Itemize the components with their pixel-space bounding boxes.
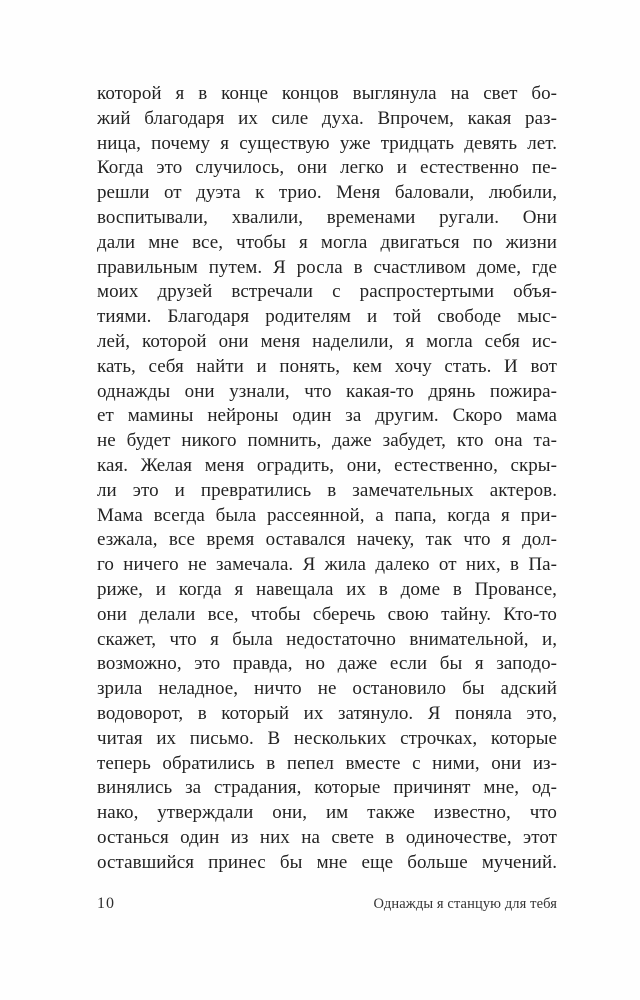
text-line: кая. Желая меня оградить, они, естественно, скры-: [97, 454, 557, 476]
running-title: Однажды я станцую для тебя: [373, 896, 557, 912]
text-line: теперь обратились в пепел вместе с ними, они из-: [97, 752, 557, 774]
text-line: возможно, это правда, но даже если бы я заподо-: [97, 653, 557, 675]
text-line: читая их письмо. В нескольких строчках, которые: [97, 727, 557, 749]
text-line: моих друзей встречали с распростертыми объя-: [97, 281, 557, 303]
text-line: тиями. Благодаря родителям и той свободе мыс-: [97, 306, 557, 328]
text-line: водоворот, в который их затянуло. Я поняла это,: [97, 702, 557, 724]
page-footer: [97, 895, 557, 913]
text-line: воспитывали, хвалили, временами ругали. Они: [97, 206, 557, 228]
text-line: го ничего не замечала. Я жила далеко от них, в Па-: [97, 554, 557, 576]
text-line: ница, почему я существую уже тридцать девять лет.: [97, 132, 557, 154]
text-line: Мама всегда была рассеянной, а папа, когда я при-: [97, 504, 557, 526]
text-line: ли это и превратились в замечательных актеров.: [97, 479, 557, 501]
text-line: скажет, что я была недостаточно внимательной, и,: [97, 628, 557, 650]
text-line: Когда это случилось, они легко и естественно пе-: [97, 157, 557, 179]
text-line: однажды они узнали, что какая-то дрянь пожира-: [97, 380, 557, 402]
text-line: оставшийся принес бы мне еще больше мучений.: [97, 851, 557, 873]
text-line: езжала, все время оставался начеку, так что я дол-: [97, 529, 557, 551]
text-line: решли от дуэта к трио. Меня баловали, любили,: [97, 182, 557, 204]
body-text: [97, 82, 557, 876]
text-line: дали мне все, чтобы я могла двигаться по жизни: [97, 231, 557, 253]
page-number: 10: [97, 895, 115, 912]
text-line: риже, и когда я навещала их в доме в Провансе,: [97, 578, 557, 600]
text-line: зрила неладное, ничто не остановило бы адский: [97, 678, 557, 700]
text-line: они делали все, чтобы сберечь свою тайну. Кто-то: [97, 603, 557, 625]
text-line: винялись за страдания, которые причинят мне, од-: [97, 777, 557, 799]
text-line: останься один из них на свете в одиночестве, этот: [97, 826, 557, 848]
text-line: ет мамины нейроны один за другим. Скоро мама: [97, 405, 557, 427]
text-line: лей, которой они меня наделили, я могла себя ис-: [97, 330, 557, 352]
text-line: правильным путем. Я росла в счастливом доме, где: [97, 256, 557, 278]
text-line: кать, себя найти и понять, кем хочу стать. И вот: [97, 355, 557, 377]
text-line: не будет никого помнить, даже забудет, кто она та-: [97, 430, 557, 452]
text-line: которой я в конце концов выглянула на свет бо-: [97, 83, 557, 104]
text-line: жий благодаря их силе духа. Впрочем, какая раз-: [97, 107, 557, 129]
text-line: нако, утверждали они, им также известно, что: [97, 802, 557, 824]
